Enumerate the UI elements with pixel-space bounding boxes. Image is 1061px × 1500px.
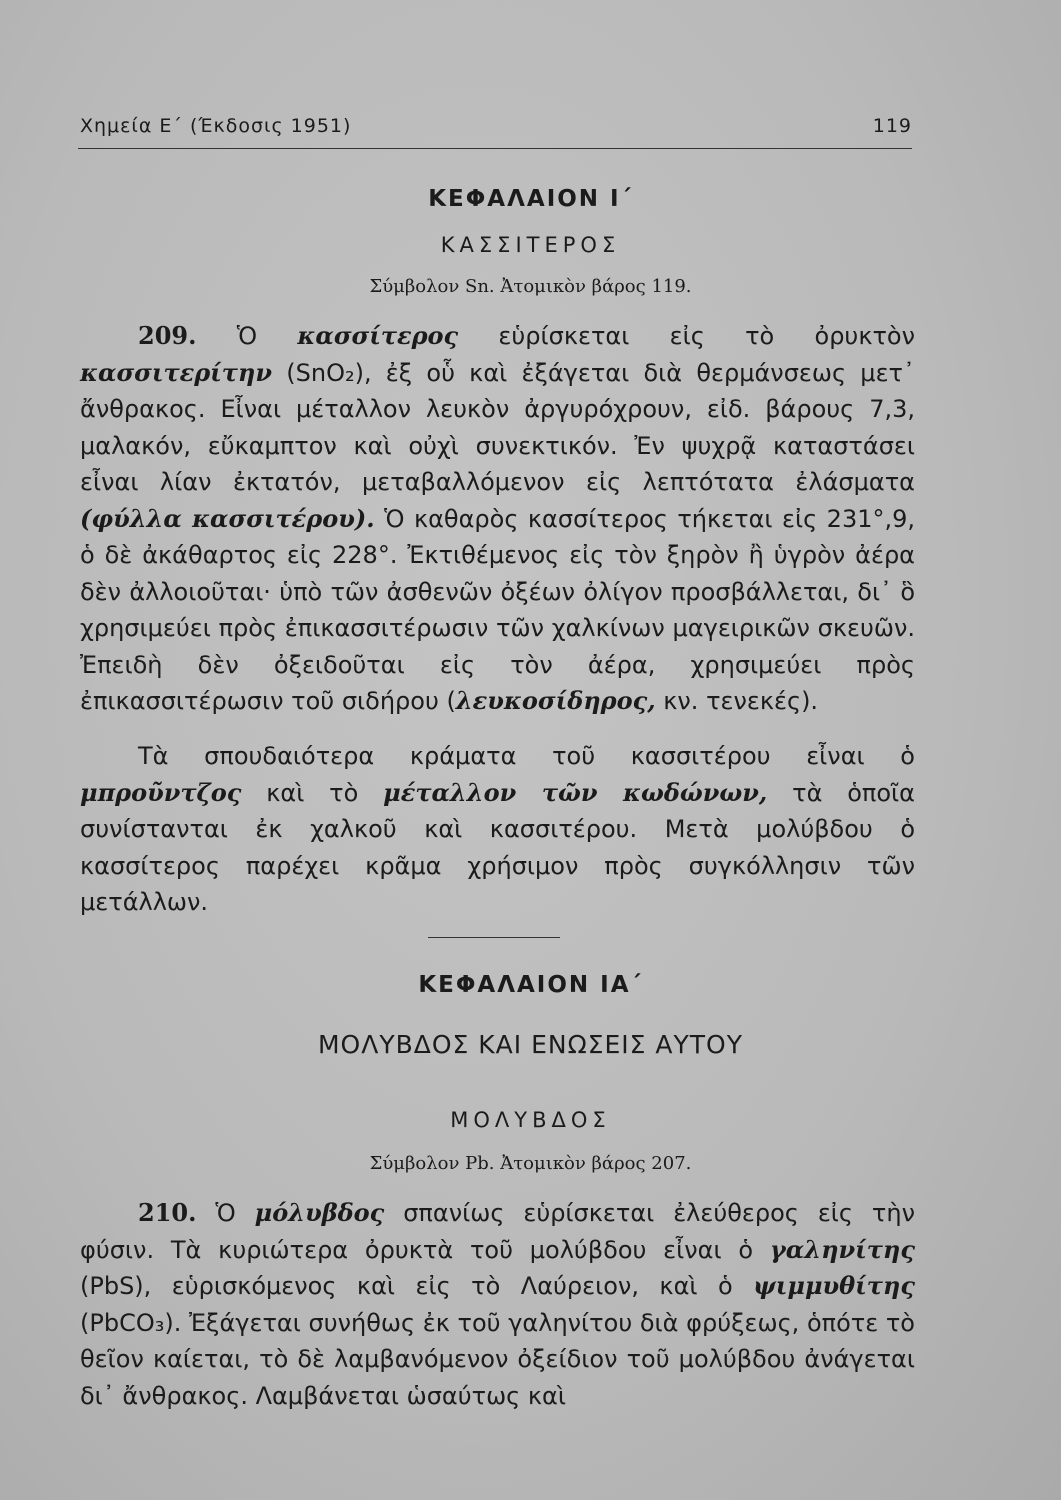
paragraph-text: Ὁ — [196, 1199, 255, 1227]
emphasis-term: μόλυβδος — [254, 1198, 385, 1227]
paragraph-210 — [80, 1195, 915, 1414]
header-rule — [78, 148, 912, 149]
paragraph-number: 209. — [138, 321, 197, 350]
paragraph-text: εὑρίσκεται εἰς τὸ ὀρυκτὸν — [458, 322, 915, 350]
emphasis-term: μπροῦντζος — [80, 777, 242, 807]
header-title: Χημεία Ε΄ (Έκδοσις 1951) — [80, 115, 352, 137]
paragraph-alloys — [80, 738, 915, 921]
paragraph-text: (PbCO₃). Ἐξάγεται συνήθως ἐκ τοῦ γαληνίτου διὰ φρύξεως, ὁπότε τὸ θεῖον καίεται, τὸ δὲ λαμβανόμενον ὀξείδιον τοῦ μολύβδου ἀνάγεται δι᾽ ἄνθρακος. Λαμβάνεται ὡσαύτως καὶ — [80, 1308, 915, 1410]
page-number: 119 — [872, 115, 912, 137]
section-title-lead: ΜΟΛΥΒΔΟΣ — [450, 1108, 611, 1132]
chapter-title-lead: ΜΟΛΥΒΔΟΣ ΚΑΙ ΕΝΩΣΕΙΣ ΑΥΤΟΥ — [317, 1030, 743, 1059]
symbol-line-tin: Σύμβολον Sn. Ἀτομικὸν βάρος 119. — [369, 276, 692, 297]
emphasis-term: κασσιτερίτην — [80, 357, 273, 387]
paragraph-text: κν. τενεκές). — [655, 687, 819, 715]
emphasis-term: μέταλλον τῶν κωδώνων, — [383, 777, 768, 807]
paragraph-text: Τὰ σπουδαιότερα κράματα τοῦ κασσιτέρου εἶναι ὁ — [138, 742, 915, 770]
paragraph-209 — [80, 318, 915, 720]
paragraph-text: σπανίως εὑρίσκεται ἐλεύθερος εἰς τὴν φύσιν. Τὰ κυριώτερα ὀρυκτὰ τοῦ μολύβδου εἶναι ὁ — [80, 1199, 915, 1264]
emphasis-term: γαληνίτης — [769, 1234, 915, 1264]
paragraph-text: (SnO₂), ἐξ οὗ καὶ ἐξάγεται διὰ θερμάνσεως μετ᾽ ἄνθρακος. Εἶναι μέταλλον λευκὸν ἀργυρόχρουν, εἰδ. βάρους 7,3, μαλακόν, εὔκαμπτον καὶ οὐχὶ συνεκτικόν. Ἐν ψυχρᾷ καταστάσει εἶναι λίαν ἐκτατόν, μεταβαλλόμενον εἰς λεπτότατα ἐλάσματα — [80, 358, 915, 496]
paragraph-number: 210. — [138, 1198, 197, 1227]
emphasis-term: κασσίτερος — [297, 321, 459, 350]
section-title-tin: ΚΑΣΣΙΤΕΡΟΣ — [440, 233, 621, 257]
paragraph-text: Ὁ — [196, 322, 298, 350]
chapter-heading: ΚΕΦΑΛΑΙΟΝ Ι΄ — [428, 186, 633, 212]
chapter-heading: ΚΕΦΑΛΑΙΟΝ ΙΑ΄ — [418, 972, 643, 998]
paragraph-text: τὰ ὁποῖα συνίστανται ἐκ χαλκοῦ καὶ κασσιτέρου. Μετὰ μολύβδου ὁ κασσίτερος παρέχει κρᾶμα χρήσιμον πρὸς συγκόλλησιν τῶν μετάλλων. — [80, 778, 915, 916]
section-separator — [428, 937, 560, 938]
paragraph-text: (PbS), εὑρισκόμενος καὶ εἰς τὸ Λαύρειον, καὶ ὁ — [80, 1272, 754, 1300]
paragraph-text: Ὁ καθαρὸς κασσίτερος τήκεται εἰς 231°,9, ὁ δὲ ἀκάθαρτος εἰς 228°. Ἐκτιθέμενος εἰς τὸν ξηρὸν ἢ ὑγρὸν ἀέρα δὲν ἀλλοιοῦται· ὑπὸ τῶν ἀσθενῶν ὀξέων ὀλίγον προσβάλλεται, δι᾽ ὃ χρησιμεύει πρὸς ἐπικασσιτέρωσιν τῶν χαλκίνων μαγειρικῶν σκευῶν. Ἐπειδὴ δὲν ὀξειδοῦται εἰς τὸν ἀέρα, χρησιμεύει πρὸς ἐπικασσιτέρωσιν τοῦ σιδήρου ( — [80, 504, 916, 715]
emphasis-term: (φύλλα κασσιτέρου). — [80, 503, 375, 533]
emphasis-term: λευκοσίδηρος, — [455, 686, 656, 715]
emphasis-term: ψιμμυθίτης — [753, 1271, 915, 1300]
symbol-line-lead: Σύμβολον Pb. Ἀτομικὸν βάρος 207. — [369, 1153, 692, 1174]
paragraph-text: καὶ τὸ — [241, 778, 384, 807]
